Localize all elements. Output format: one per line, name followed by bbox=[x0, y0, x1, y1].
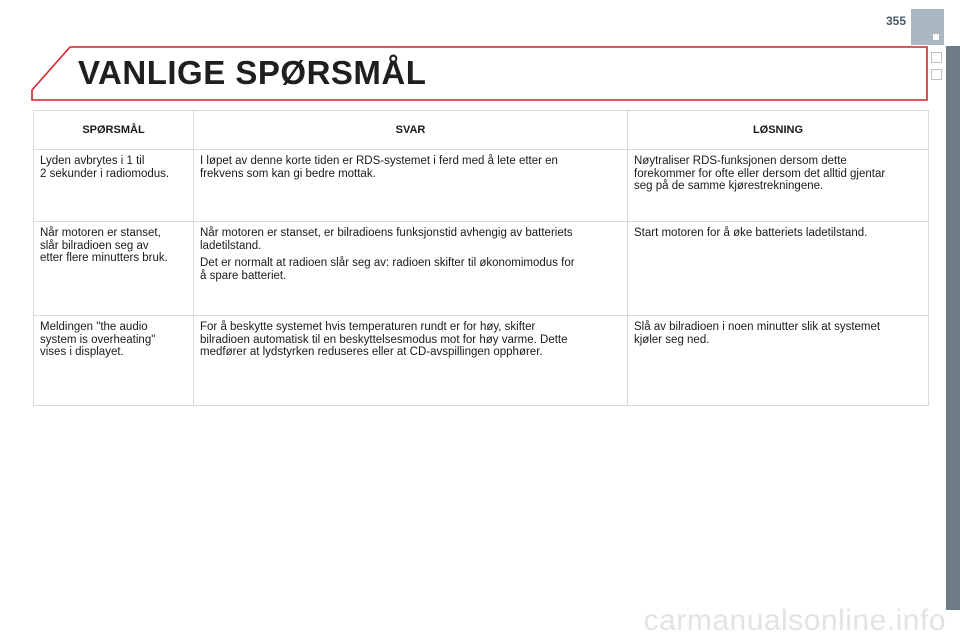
header-solution: LØSNING bbox=[628, 111, 929, 150]
answer-line: frekvens som kan gi bedre mottak. bbox=[200, 167, 376, 180]
question-line: Meldingen "the audio bbox=[40, 321, 148, 333]
table-row bbox=[34, 222, 929, 316]
answer-cell bbox=[194, 222, 628, 316]
question-line: Når motoren er stanset, bbox=[40, 227, 161, 239]
table-row bbox=[34, 316, 929, 406]
answer-line: I løpet av denne korte tiden er RDS-systemet i ferd med å lete etter en bbox=[200, 155, 558, 167]
solution-line: Start motoren for å øke batteriets ladetilstand. bbox=[634, 227, 868, 239]
solution-cell bbox=[628, 222, 929, 316]
answer-line: å spare batteriet. bbox=[200, 269, 287, 282]
answer-cell bbox=[194, 150, 628, 222]
solution-cell bbox=[628, 316, 929, 406]
solution-line: Nøytraliser RDS-funksjonen dersom dette bbox=[634, 155, 847, 167]
watermark: carmanualsonline.info bbox=[643, 604, 946, 637]
answer-line: bilradioen automatisk til en beskyttelsesmodus mot for høy varme. Dette bbox=[200, 333, 568, 346]
question-cell bbox=[34, 222, 194, 316]
question-cell bbox=[34, 316, 194, 406]
question-line: etter flere minutters bruk. bbox=[40, 252, 168, 264]
question-line: vises i displayet. bbox=[40, 346, 124, 358]
answer-line: Når motoren er stanset, er bilradioens funksjonstid avhengig av batteriets bbox=[200, 227, 573, 239]
side-checkbox-1 bbox=[931, 52, 942, 63]
solution-line: kjøler seg ned. bbox=[634, 333, 710, 346]
answer-line: ladetilstand. bbox=[200, 239, 262, 252]
question-line: slår bilradioen seg av bbox=[40, 239, 149, 252]
corner-tab-marker bbox=[933, 34, 939, 40]
faq-table bbox=[33, 110, 929, 406]
solution-line: Slå av bilradioen i noen minutter slik at systemet bbox=[634, 321, 881, 333]
question-cell bbox=[34, 150, 194, 222]
answer-line: For å beskytte systemet hvis temperaturen rundt er for høy, skifter bbox=[200, 321, 536, 333]
table-header-row bbox=[34, 111, 929, 150]
page-number: 355 bbox=[885, 14, 906, 28]
side-checkbox-2 bbox=[931, 69, 942, 80]
answer-paragraph-2 bbox=[200, 257, 621, 282]
question-line: Lyden avbrytes i 1 til bbox=[40, 155, 145, 167]
question-line: 2 sekunder i radiomodus. bbox=[40, 167, 170, 180]
answer-cell bbox=[194, 316, 628, 406]
corner-tab bbox=[911, 9, 944, 45]
header-answer: SVAR bbox=[194, 111, 628, 150]
solution-line: forekommer for ofte eller dersom det alltid gjentar bbox=[634, 167, 886, 180]
side-bar bbox=[946, 46, 960, 610]
answer-line: Det er normalt at radioen slår seg av: radioen skifter til økonomimodus for bbox=[200, 257, 575, 269]
answer-line: medfører at lydstyrken reduseres eller at CD-avspillingen opphører. bbox=[200, 346, 543, 358]
question-line: system is overheating" bbox=[40, 333, 156, 346]
header-question: SPØRSMÅL bbox=[34, 111, 194, 150]
title-banner bbox=[30, 46, 930, 102]
solution-line: seg på de samme kjørestrekningene. bbox=[634, 180, 824, 192]
solution-cell bbox=[628, 150, 929, 222]
page-title: VANLIGE SPØRSMÅL bbox=[78, 54, 427, 91]
table-row bbox=[34, 150, 929, 222]
